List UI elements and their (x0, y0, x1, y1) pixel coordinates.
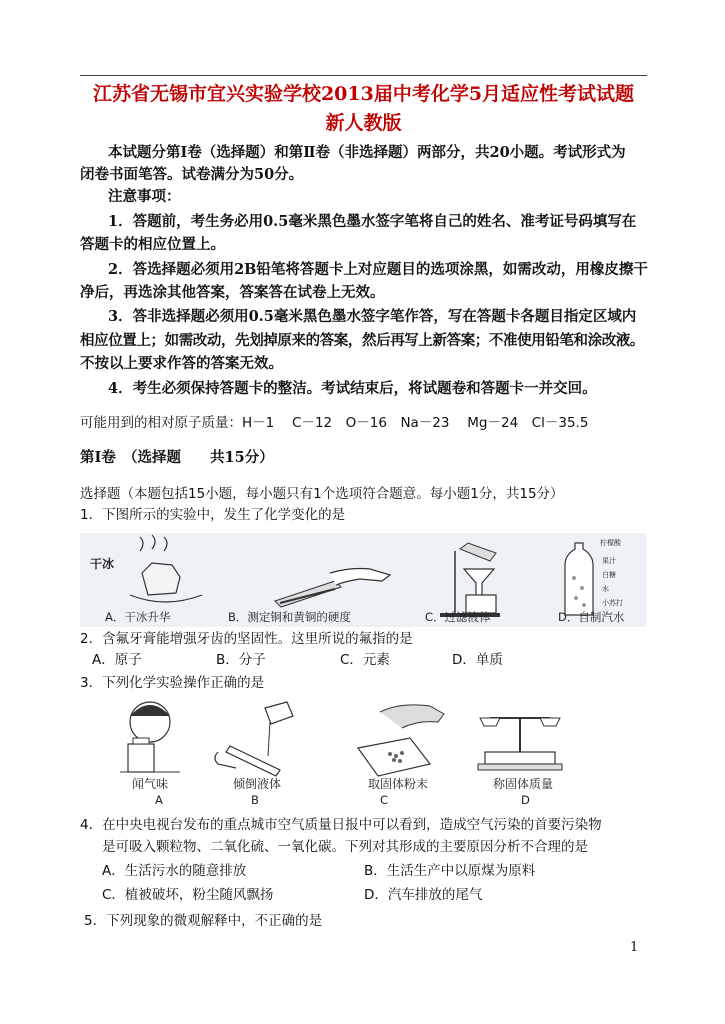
q1-option-d: D．自制汽水 (558, 610, 625, 624)
q3-letter-c: C (380, 793, 389, 806)
q1-option-b: B．测定铜和黄铜的硬度 (228, 610, 351, 624)
header-rule (80, 75, 647, 76)
question-5-stem: 5．下列现象的微观解释中，不正确的是 (84, 913, 323, 929)
q1-option-a: A．干冰升华 (105, 610, 171, 624)
notice-item-3a: 3．答非选择题必须用0.5毫米黑色墨水签字笔作答，写在答题卡各题目指定区域内 (108, 308, 637, 325)
q3-caption-b: 倾倒液体 (233, 777, 282, 791)
notice-item-3b: 相应位置上；如需改动，先划掉原来的答案，然后再写上新答案；不准使用铅笔和涂改液。 (80, 332, 644, 349)
notice-heading: 注意事项： (108, 188, 181, 205)
question-1-figure (80, 533, 647, 627)
q4-option-d: D．汽车排放的尾气 (364, 887, 483, 903)
bottle-label-top: 柠檬酸 (600, 539, 621, 547)
pour-liquid-illustration (215, 702, 293, 776)
powder-illustration (358, 705, 444, 776)
bottle-label-juice: 果汁 (602, 557, 616, 565)
dry-ice-label: 干冰 (90, 557, 115, 571)
document-title-line2: 新人教版 (325, 112, 402, 134)
q3-caption-c: 取固体粉末 (368, 777, 429, 791)
q3-letter-a: A (155, 793, 163, 806)
q2-option-d: D．单质 (452, 652, 503, 668)
atomic-masses: 可能用到的相对原子质量：H－1 C－12 O－16 Na－23 Mg－24 Cl－35.5 (80, 415, 589, 431)
notice-item-4: 4．考生必须保持答题卡的整洁。考试结束后，将试题卷和答题卡一并交回。 (108, 380, 597, 397)
q3-caption-a: 闻气味 (132, 777, 169, 791)
notice-item-2a: 2．答选择题必须用2B铅笔将答题卡上对应题目的选项涂黑，如需改动，用橡皮擦干 (108, 261, 648, 278)
notice-item-1a: 1．答题前，考生务必用0.5毫米黑色墨水签字笔将自己的姓名、准考证号码填写在 (108, 213, 637, 230)
notice-item-1b: 答题卡的相应位置上。 (80, 236, 225, 253)
bottle-label-sugar: 白糖 (602, 571, 616, 579)
section1-heading: 第Ⅰ卷 （选择题 共15分） (80, 449, 274, 466)
q2-option-c: C．元素 (340, 652, 390, 668)
q3-letter-d: D (521, 793, 530, 806)
q2-option-b: B．分子 (216, 652, 266, 668)
question-4-stem-line2: 是可吸入颗粒物、二氧化硫、一氧化碳。下列对其形成的主要原因分析不合理的是 (102, 839, 588, 855)
intro-line1: 本试题分第Ⅰ卷（选择题）和第Ⅱ卷（非选择题）两部分，共20小题。考试形式为 (108, 144, 626, 161)
bottle-label-water: 水 (602, 585, 609, 593)
question-3-figure (100, 696, 570, 806)
section1-instructions: 选择题（本题包括15小题，每小题只有1个选项符合题意。每小题1分，共15分） (80, 486, 564, 502)
q1-option-c: C．过滤液体 (425, 610, 491, 624)
question-1-stem: 1．下图所示的实验中，发生了化学变化的是 (80, 507, 346, 523)
question-2-stem: 2．含氟牙膏能增强牙齿的坚固性。这里所说的氟指的是 (80, 631, 413, 647)
question-3-stem: 3．下列化学实验操作正确的是 (80, 675, 265, 691)
bottle-label-soda: 小苏打 (602, 599, 623, 607)
q2-option-a: A．原子 (92, 652, 142, 668)
q3-letter-b: B (251, 793, 259, 806)
intro-line2: 闭卷书面笔答。试卷满分为50分。 (80, 166, 304, 183)
page-number: 1 (630, 940, 639, 955)
notice-item-2b: 净后，再选涂其他答案，答案答在试卷上无效。 (80, 284, 385, 301)
q4-option-a: A．生活污水的随意排放 (102, 863, 247, 879)
q4-option-b: B．生活生产中以原煤为原料 (364, 863, 536, 879)
q3-caption-d: 称固体质量 (493, 777, 554, 791)
notice-item-3c: 不按以上要求作答的答案无效。 (80, 355, 283, 372)
question-4-stem-line1: 4．在中央电视台发布的重点城市空气质量日报中可以看到，造成空气污染的首要污染物 (80, 817, 602, 833)
balance-illustration (478, 718, 562, 770)
q4-option-c: C．植被破坏，粉尘随风飘扬 (102, 887, 274, 903)
document-title-line1: 江苏省无锡市宜兴实验学校2013届中考化学5月适应性考试试题 (92, 83, 635, 105)
smell-illustration (120, 702, 180, 772)
